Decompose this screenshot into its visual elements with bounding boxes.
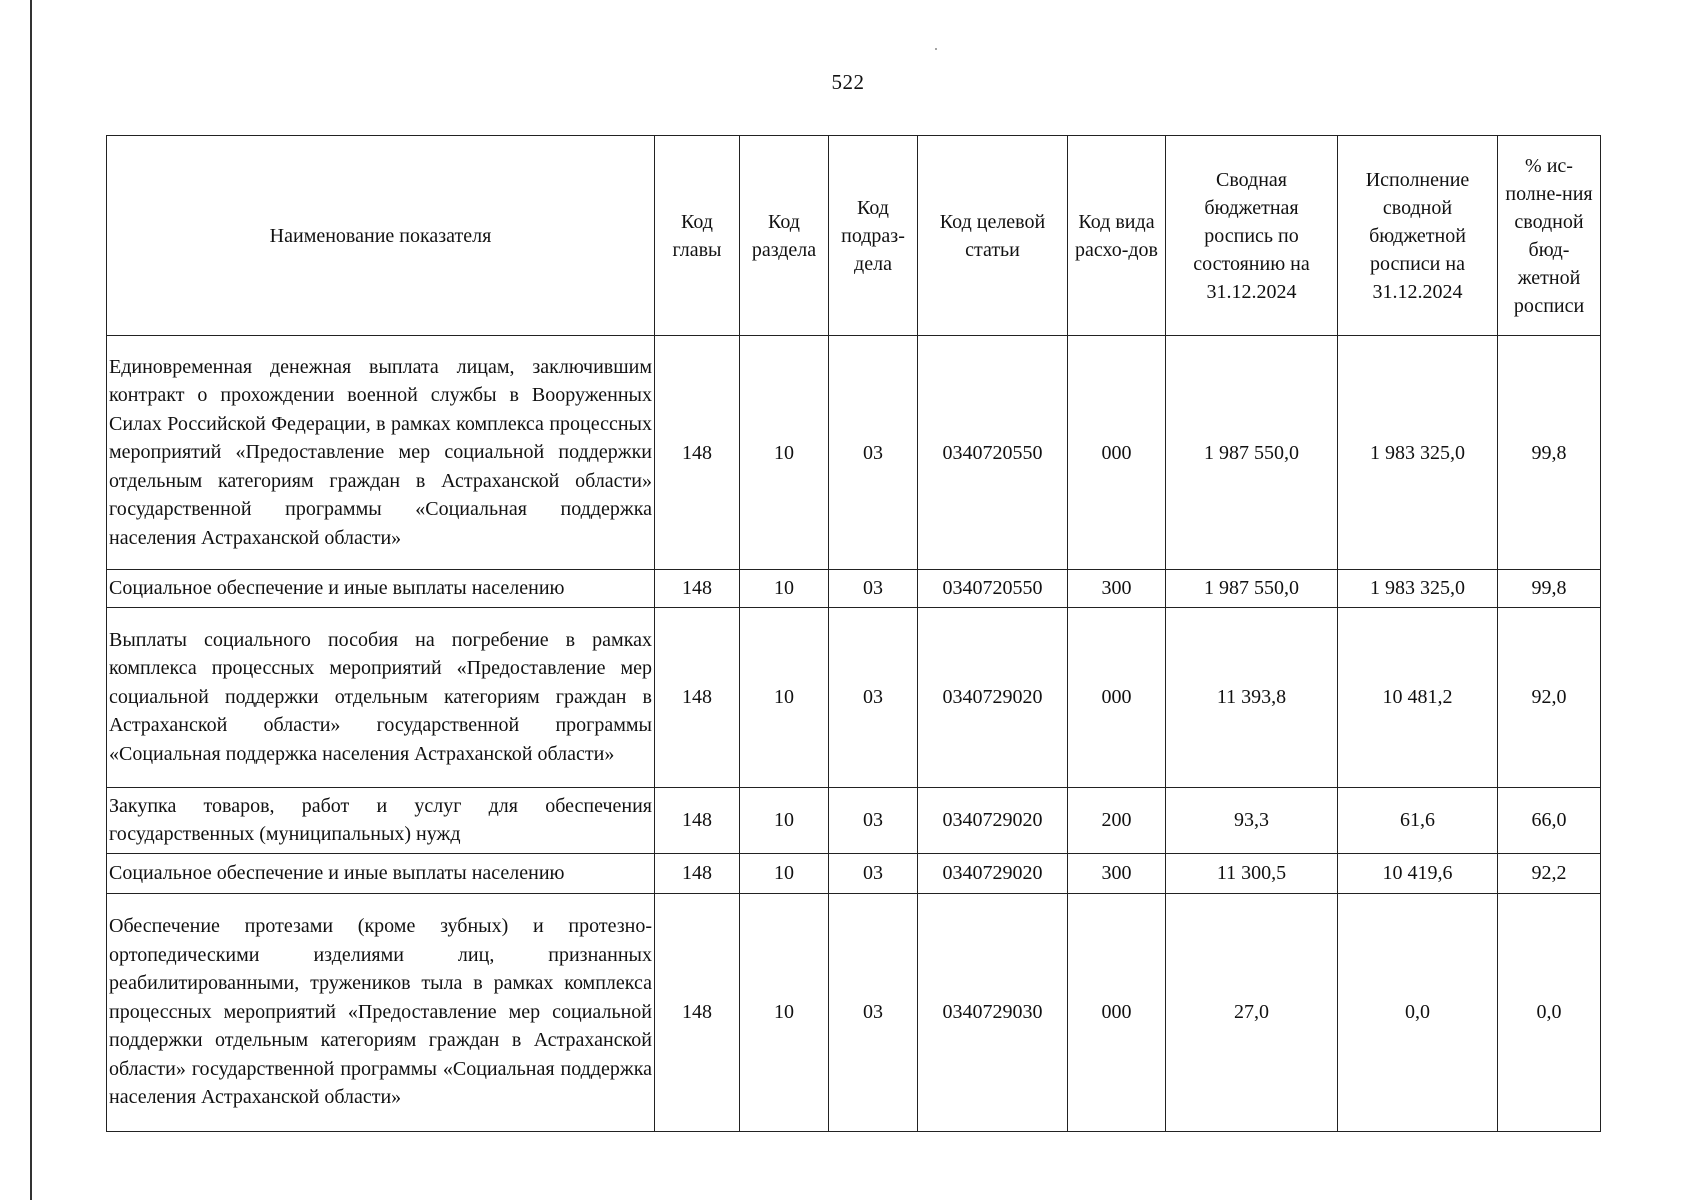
budget-table	[106, 135, 1601, 1132]
header-subsection-code: Код подраз-дела	[829, 136, 918, 336]
row-section: 10	[740, 787, 829, 853]
row-target: 0340720550	[918, 570, 1068, 608]
row-subsection: 03	[829, 570, 918, 608]
row-plan: 27,0	[1166, 893, 1338, 1131]
row-plan: 11 393,8	[1166, 607, 1338, 787]
row-expense-type: 200	[1068, 787, 1166, 853]
header-target-code: Код целевой статьи	[918, 136, 1068, 336]
row-execution: 10 419,6	[1338, 853, 1498, 893]
row-target: 0340729020	[918, 607, 1068, 787]
table-header-row	[107, 136, 1601, 336]
row-percent: 92,2	[1498, 853, 1601, 893]
header-execution: Исполнение сводной бюджетной росписи на 31.12.2024	[1338, 136, 1498, 336]
table-row	[107, 570, 1601, 608]
row-plan: 93,3	[1166, 787, 1338, 853]
row-name: Закупка товаров, работ и услуг для обеспечения государственных (муниципальных) нужд	[107, 787, 655, 853]
binding-edge-line	[30, 0, 32, 1200]
header-name: Наименование показателя	[107, 136, 655, 336]
row-name: Социальное обеспечение и иные выплаты населению	[107, 853, 655, 893]
header-section-code: Код раздела	[740, 136, 829, 336]
row-name: Единовременная денежная выплата лицам, заключившим контракт о прохождении военной службы в Вооруженных Силах Российской Федерации, в рамках комплекса процессных мероприятий «Предоставление мер социальной поддержки отдельным категориям граждан в Астраханской области» государственной программы «Социальная поддержка населения Астраханской области»	[107, 336, 655, 570]
row-section: 10	[740, 893, 829, 1131]
row-chapter: 148	[655, 336, 740, 570]
scan-speck	[935, 48, 937, 50]
page-number-text: 522	[831, 70, 865, 94]
row-subsection: 03	[829, 893, 918, 1131]
row-name: Выплаты социального пособия на погребение в рамках комплекса процессных мероприятий «Предоставление мер социальной поддержки отдельным категориям граждан в Астраханской области» государственной программы «Социальная поддержка населения Астраханской области»	[107, 607, 655, 787]
row-subsection: 03	[829, 853, 918, 893]
row-percent: 0,0	[1498, 893, 1601, 1131]
row-subsection: 03	[829, 607, 918, 787]
row-chapter: 148	[655, 607, 740, 787]
table-row	[107, 607, 1601, 787]
row-execution: 1 983 325,0	[1338, 570, 1498, 608]
row-name: Обеспечение протезами (кроме зубных) и протезно-ортопедическими изделиями лиц, признанных реабилитированными, тружеников тыла в рамках комплекса процессных мероприятий «Предоставление мер социальной поддержки отдельным категориям граждан в Астраханской области» государственной программы «Социальная поддержка населения Астраханской области»	[107, 893, 655, 1131]
row-section: 10	[740, 607, 829, 787]
row-name: Социальное обеспечение и иные выплаты населению	[107, 570, 655, 608]
row-chapter: 148	[655, 893, 740, 1131]
row-percent: 99,8	[1498, 336, 1601, 570]
row-execution: 0,0	[1338, 893, 1498, 1131]
row-plan: 1 987 550,0	[1166, 570, 1338, 608]
row-section: 10	[740, 336, 829, 570]
row-percent: 92,0	[1498, 607, 1601, 787]
row-expense-type: 300	[1068, 570, 1166, 608]
row-expense-type: 000	[1068, 893, 1166, 1131]
table-row	[107, 787, 1601, 853]
header-plan: Сводная бюджетная роспись по состоянию на 31.12.2024	[1166, 136, 1338, 336]
row-subsection: 03	[829, 336, 918, 570]
row-execution: 61,6	[1338, 787, 1498, 853]
row-target: 0340729020	[918, 787, 1068, 853]
header-chapter-code: Код главы	[655, 136, 740, 336]
row-chapter: 148	[655, 853, 740, 893]
row-plan: 1 987 550,0	[1166, 336, 1338, 570]
row-expense-type: 000	[1068, 607, 1166, 787]
row-target: 0340720550	[918, 336, 1068, 570]
page-number	[0, 70, 1696, 95]
row-expense-type: 000	[1068, 336, 1166, 570]
row-chapter: 148	[655, 787, 740, 853]
row-execution: 1 983 325,0	[1338, 336, 1498, 570]
table-row	[107, 893, 1601, 1131]
row-target: 0340729030	[918, 893, 1068, 1131]
row-chapter: 148	[655, 570, 740, 608]
row-target: 0340729020	[918, 853, 1068, 893]
header-expense-type-code: Код вида расхо-дов	[1068, 136, 1166, 336]
row-section: 10	[740, 853, 829, 893]
row-percent: 66,0	[1498, 787, 1601, 853]
row-expense-type: 300	[1068, 853, 1166, 893]
row-execution: 10 481,2	[1338, 607, 1498, 787]
table-row	[107, 853, 1601, 893]
header-percent: % ис-полне-ния сводной бюд-жетной росписи	[1498, 136, 1601, 336]
table-row	[107, 336, 1601, 570]
row-section: 10	[740, 570, 829, 608]
row-subsection: 03	[829, 787, 918, 853]
row-plan: 11 300,5	[1166, 853, 1338, 893]
row-percent: 99,8	[1498, 570, 1601, 608]
